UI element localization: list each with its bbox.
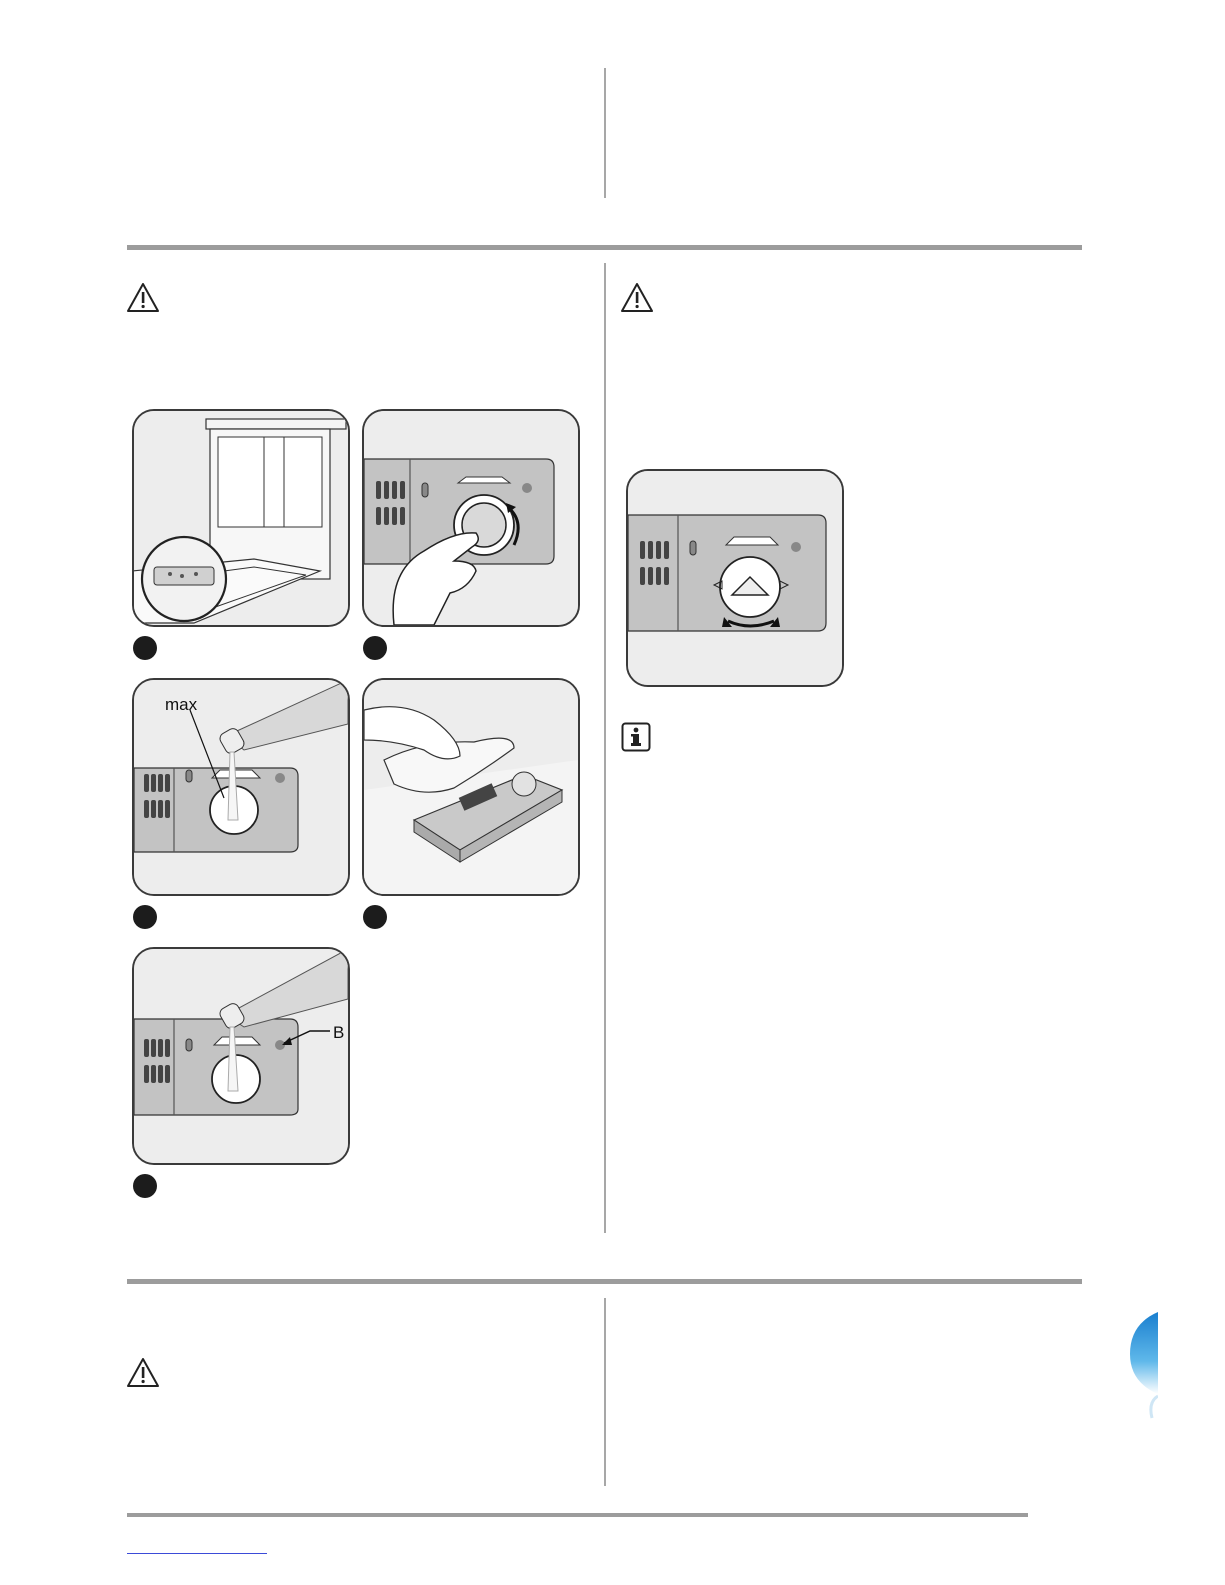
figure-1-dishwasher — [132, 409, 350, 627]
step-1-marker — [133, 636, 157, 660]
footer-link-underline[interactable] — [127, 1553, 267, 1554]
step-4-marker — [363, 905, 387, 929]
figure-5-indicator — [132, 947, 350, 1165]
step-5-marker — [133, 1174, 157, 1198]
step-3-marker — [133, 905, 157, 929]
warning-icon — [126, 282, 160, 314]
column-divider-bottom — [604, 1298, 606, 1486]
figure-3-fill-max — [132, 678, 350, 896]
figure-2-turn-dial — [362, 409, 580, 627]
section-rule-1 — [127, 245, 1082, 250]
section-tab-icon — [1128, 1310, 1158, 1420]
b-label: B — [333, 1023, 345, 1042]
footer-rule — [127, 1513, 1028, 1517]
figure-dial-adjust — [626, 469, 844, 687]
column-divider-middle — [604, 263, 606, 1233]
warning-icon — [126, 1357, 160, 1389]
column-divider-top — [604, 68, 606, 198]
warning-icon — [620, 282, 654, 314]
info-icon — [621, 722, 651, 752]
section-rule-2 — [127, 1279, 1082, 1284]
max-label: max — [165, 695, 198, 714]
step-2-marker — [363, 636, 387, 660]
figure-4-wipe — [362, 678, 580, 896]
